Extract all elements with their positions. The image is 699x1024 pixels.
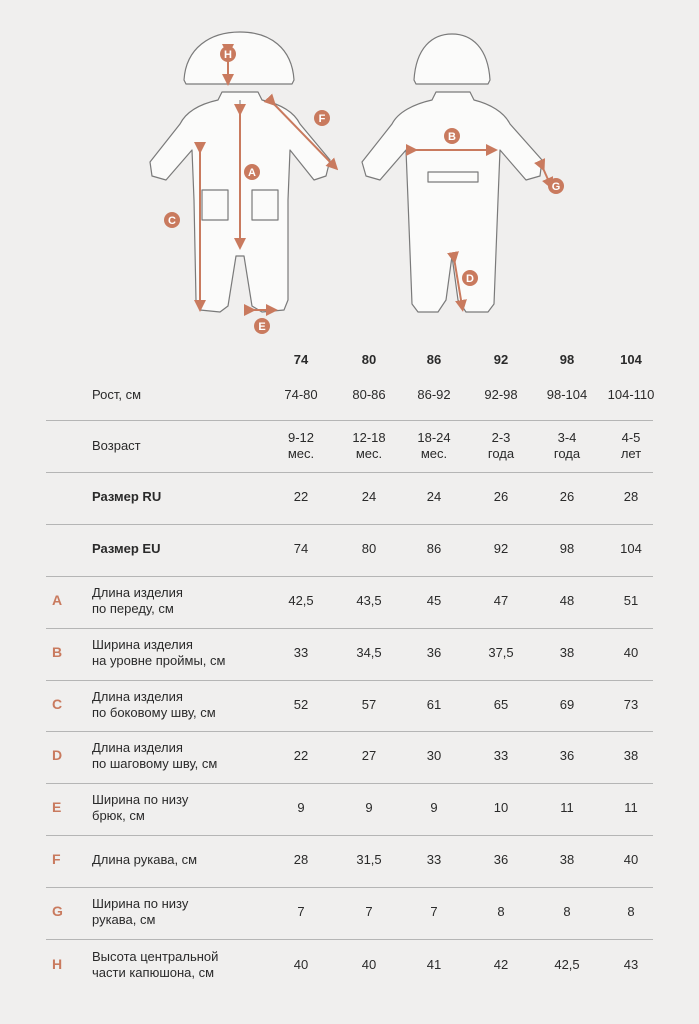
row-divider [46,420,653,421]
badge-label-a: A [248,167,256,179]
row-divider [46,835,653,836]
row-label: Длина изделия по шаговому шву, см [92,740,218,771]
table-cell: 8 [563,904,571,919]
table-cell: 36 [426,645,442,660]
row-divider [46,731,653,732]
table-cell: 36 [559,748,575,763]
table-cell: 38 [623,748,639,763]
measure-letter: E [52,799,62,815]
size-header-86: 86 [426,352,442,367]
table-cell: 40 [623,852,639,867]
table-cell: 7 [365,904,373,919]
table-cell: 73 [623,697,639,712]
row-label: Ширина по низу брюк, см [92,792,189,823]
table-cell: 11 [624,800,638,815]
table-cell: 74-80 [284,387,318,402]
size-header-74: 74 [293,352,309,367]
table-cell: 24 [361,489,377,504]
table-cell: 33 [426,852,442,867]
table-cell: 45 [426,593,442,608]
row-label: Возраст [92,438,141,453]
row-label: Размер EU [92,541,161,556]
table-cell: 22 [293,489,309,504]
row-label: Рост, см [92,387,142,402]
badge-label-c: C [168,215,176,227]
row-label: Длина изделия по переду, см [92,585,183,616]
table-cell: 8 [497,904,505,919]
table-cell: 7 [430,904,438,919]
table-cell: 92 [493,541,509,556]
row-divider [46,783,653,784]
table-cell: 86 [426,541,442,556]
table-cell: 43,5 [356,593,382,608]
table-cell: 22 [293,748,309,763]
table-cell: 57 [361,697,377,712]
row-label: Длина рукава, см [92,852,198,867]
badge-label-g: G [551,181,561,193]
row-divider [46,887,653,888]
badge-label-e: E [258,321,266,333]
table-cell: 8 [627,904,635,919]
table-cell: 51 [623,593,639,608]
measure-letter: D [52,747,63,763]
table-cell: 28 [623,489,639,504]
row-divider [46,524,653,525]
measure-letter: G [52,903,63,919]
table-cell: 31,5 [356,852,382,867]
size-header-92: 92 [493,352,509,367]
front-hood [184,32,294,84]
table-cell: 104-110 [607,387,655,402]
table-cell: 42,5 [288,593,314,608]
measure-letter: F [52,851,61,867]
row-label: Размер RU [92,489,162,504]
table-cell: 42 [493,957,509,972]
table-cell: 24 [426,489,442,504]
table-cell: 4-5 лет [620,430,642,461]
row-label: Длина изделия по боковому шву, см [92,689,216,720]
front-pocket-left [202,190,228,220]
table-cell: 104 [620,541,642,556]
table-cell: 41 [426,957,442,972]
measure-letter: A [52,592,63,608]
table-cell: 30 [426,748,442,763]
badge-label-b: B [448,131,456,143]
table-cell: 33 [493,748,509,763]
table-cell: 9 [297,800,305,815]
table-cell: 33 [293,645,309,660]
table-cell: 61 [426,697,442,712]
row-label: Ширина изделия на уровне проймы, см [92,637,226,668]
size-header-98: 98 [559,352,575,367]
table-cell: 80 [361,541,377,556]
table-cell: 42,5 [554,957,580,972]
row-divider [46,576,653,577]
table-cell: 9 [430,800,438,815]
back-label-patch [428,172,478,182]
table-cell: 3-4 года [553,430,581,461]
size-header-104: 104 [620,352,642,367]
table-cell: 65 [493,697,509,712]
table-cell: 26 [493,489,509,504]
table-cell: 9-12 мес. [287,430,315,461]
garment-diagram [0,0,699,340]
table-cell: 80-86 [352,387,386,402]
table-cell: 86-92 [417,387,451,402]
table-cell: 43 [623,957,639,972]
table-cell: 27 [361,748,377,763]
measure-letter: B [52,644,63,660]
table-cell: 18-24 мес. [417,430,451,461]
table-cell: 38 [559,645,575,660]
table-cell: 47 [493,593,509,608]
front-pocket-right [252,190,278,220]
row-divider [46,680,653,681]
row-divider [46,472,653,473]
table-cell: 37,5 [488,645,514,660]
table-cell: 74 [293,541,309,556]
table-cell: 92-98 [484,387,518,402]
measure-letter: H [52,956,63,972]
row-label: Высота центральной части капюшона, см [92,949,219,980]
badge-label-h: H [224,49,232,61]
table-cell: 52 [293,697,309,712]
table-cell: 98-104 [546,387,588,402]
table-cell: 26 [559,489,575,504]
table-cell: 9 [365,800,373,815]
table-cell: 12-18 мес. [352,430,386,461]
row-divider [46,939,653,940]
table-cell: 48 [559,593,575,608]
measure-letter: C [52,696,63,712]
table-cell: 38 [559,852,575,867]
table-cell: 40 [293,957,309,972]
table-cell: 11 [560,800,574,815]
size-header-80: 80 [361,352,377,367]
table-cell: 69 [559,697,575,712]
table-cell: 98 [559,541,575,556]
table-cell: 40 [361,957,377,972]
back-hood [414,34,490,84]
table-cell: 2-3 года [487,430,515,461]
table-cell: 10 [493,800,509,815]
badge-label-d: D [466,273,474,285]
badge-label-f: F [318,113,326,125]
row-divider [46,628,653,629]
table-cell: 7 [297,904,305,919]
back-body [362,92,542,312]
table-cell: 36 [493,852,509,867]
row-label: Ширина по низу рукава, см [92,896,189,927]
table-cell: 28 [293,852,309,867]
table-cell: 34,5 [356,645,382,660]
table-cell: 40 [623,645,639,660]
